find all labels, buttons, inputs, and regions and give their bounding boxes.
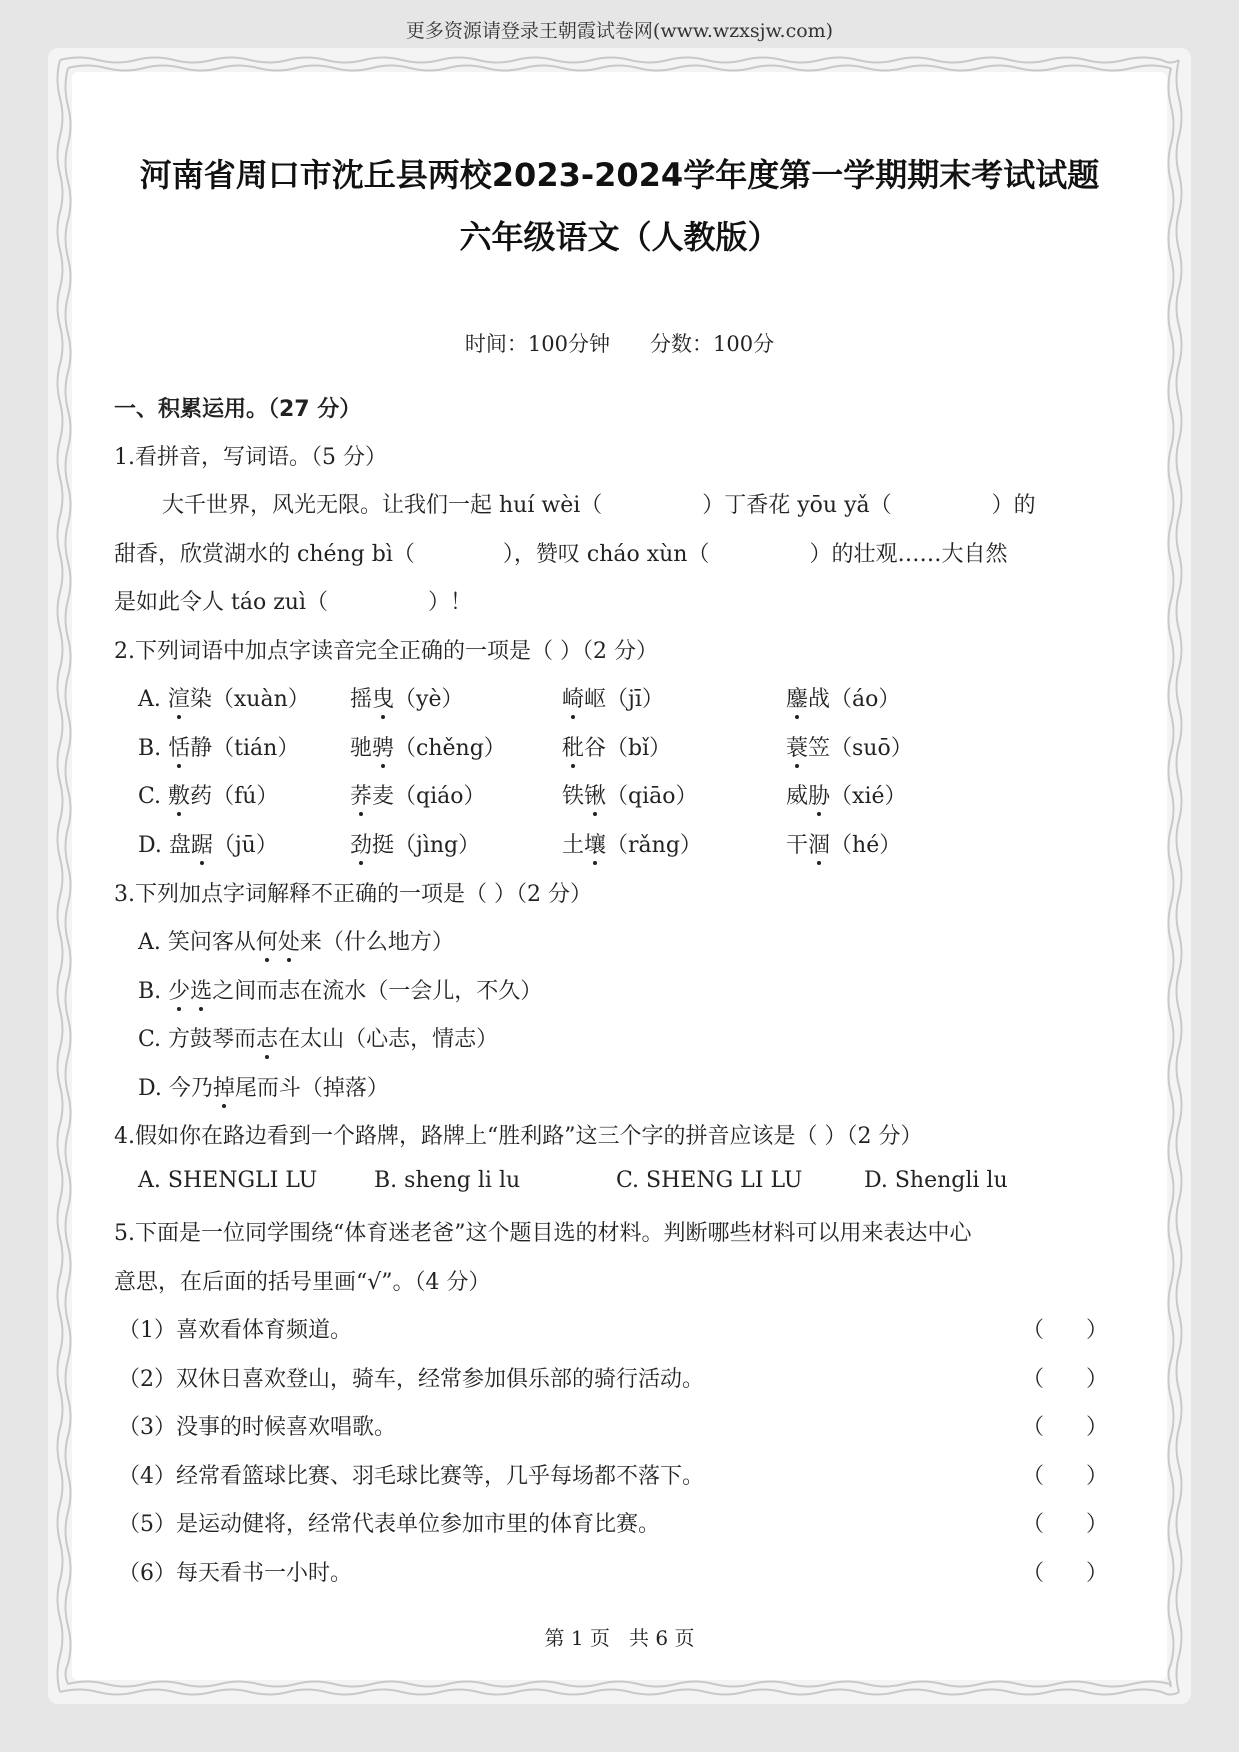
question-2-option-word: 摇曳（yè） [350,687,464,712]
question-5-item: （4）经常看篮球比赛、羽毛球比赛等，几乎每场都不落下。 [118,1463,704,1489]
section-heading: 一、积累运用。（27 分） [114,397,362,422]
question-2-option-word: 劲挺（jìng） [350,833,481,858]
watermark-text: 更多资源请登录王朝霞试卷网(www.wzxsjw.com) [405,20,834,42]
question-5-item: （1）喜欢看体育频道。 [118,1318,352,1343]
dotted-character: 壤 [584,833,607,858]
question-2-option-word: 土壤（rǎng） [562,833,702,858]
exam-meta: 时间：100分钟 分数：100分 [464,332,775,356]
question-5-item: （5）是运动健将，经常代表单位参加市里的体育比赛。 [118,1512,660,1537]
dotted-character: 胁 [808,784,831,809]
question-2-option-word: 干涸（hé） [786,833,902,858]
dotted-character: 蓑 [786,736,809,761]
dotted-character: 曳 [372,687,395,712]
answer-parentheses[interactable]: （ ） [1022,1366,1108,1392]
question-2-option-word: 崎岖（jī） [562,687,664,712]
dotted-character: 荞 [350,784,373,809]
dotted-character: 踞 [190,833,213,858]
question-3-label: 3.下列加点字词解释不正确的一项是（ ）（2 分） [114,882,592,907]
exam-subtitle: 六年级语文（人教版） [459,218,780,256]
answer-parentheses[interactable]: （ ） [1022,1318,1108,1343]
question-2-option-word: 驰骋（chěng） [350,736,506,761]
question-4-option-b[interactable]: B. sheng li lu [374,1168,521,1193]
question-4-option-c[interactable]: C. SHENG LI LU [616,1168,803,1193]
answer-parentheses[interactable]: （ ） [1022,1512,1108,1537]
question-2-option-word[interactable]: D. 盘踞（jū） [138,833,278,858]
question-5-label: 5.下面是一位同学围绕“体育迷老爸”这个题目选的材料。判断哪些材料可以用来表达中心 [114,1221,972,1246]
dotted-character: 渲 [167,687,190,712]
question-2-option-word: 荞麦（qiáo） [350,784,486,809]
question-1-line-2: 甜香，欣赏湖水的 chéng bì（ ），赞叹 cháo xùn（ ）的壮观……大自然 [114,542,1008,567]
answer-parentheses[interactable]: （ ） [1022,1463,1108,1489]
answer-parentheses[interactable]: （ ） [1022,1415,1108,1440]
question-3-option-a[interactable]: A. 笑问客从何处来（什么地方） [138,930,454,955]
dotted-character: 劲 [350,833,373,858]
question-1-line-3: 是如此令人 táo zuì（ ）！ [114,590,473,615]
dotted-character: 骋 [372,736,395,761]
question-2-option-word: 铁锹（qiāo） [562,784,698,809]
question-3-option-b[interactable]: B. 少选之间而志在流水（一会儿，不久） [138,979,543,1004]
question-2-option-word[interactable]: C. 敷药（fú） [138,784,279,809]
question-3-option-c[interactable]: C. 方鼓琴而志在太山（心志，情志） [138,1027,499,1052]
dotted-character: 敷 [168,784,191,809]
question-4-option-a[interactable]: A. SHENGLI LU [138,1168,318,1193]
dotted-character: 恬 [168,736,191,761]
dotted-character: 涸 [808,833,831,858]
dotted-character: 崎 [562,687,585,712]
answer-parentheses[interactable]: （ ） [1022,1560,1108,1586]
question-5-item: （3）没事的时候喜欢唱歌。 [118,1415,396,1440]
dotted-character: 鏖 [786,687,809,712]
page-footer: 第 1 页 共 6 页 [544,1626,695,1650]
question-4-option-d[interactable]: D. Shengli lu [864,1168,1008,1193]
question-2-option-word: 鏖战（áo） [786,687,901,712]
question-2-option-word: 秕谷（bǐ） [562,736,672,761]
question-1-label: 1.看拼音，写词语。（5 分） [114,445,387,470]
dotted-character: 秕 [562,736,585,761]
question-2-option-word[interactable]: B. 恬静（tián） [138,736,300,761]
question-2-option-word: 蓑笠（suō） [786,736,913,761]
question-2-option-word[interactable]: A. 渲染（xuàn） [138,687,310,712]
question-2-option-word: 威胁（xié） [786,784,907,809]
question-5-label-cont: 意思，在后面的括号里画“√”。（4 分） [114,1270,491,1295]
question-3-option-d[interactable]: D. 今乃掉尾而斗（掉落） [138,1076,389,1101]
question-1-line-1: 大千世界，风光无限。让我们一起 huí wèi（ ）丁香花 yōu yǎ（ ）的 [162,493,1036,518]
exam-title: 河南省周口市沈丘县两校2023-2024学年度第一学期期末考试试题 [139,156,1100,194]
question-5-item: （2）双休日喜欢登山，骑车，经常参加俱乐部的骑行活动。 [118,1366,704,1392]
dotted-character: 锹 [584,784,607,809]
question-5-item: （6）每天看书一小时。 [118,1560,352,1586]
question-4-label: 4.假如你在路边看到一个路牌，路牌上“胜利路”这三个字的拼音应该是（ ）（2 分） [114,1124,923,1149]
question-2-label: 2.下列词语中加点字读音完全正确的一项是（ ）（2 分） [114,639,658,664]
